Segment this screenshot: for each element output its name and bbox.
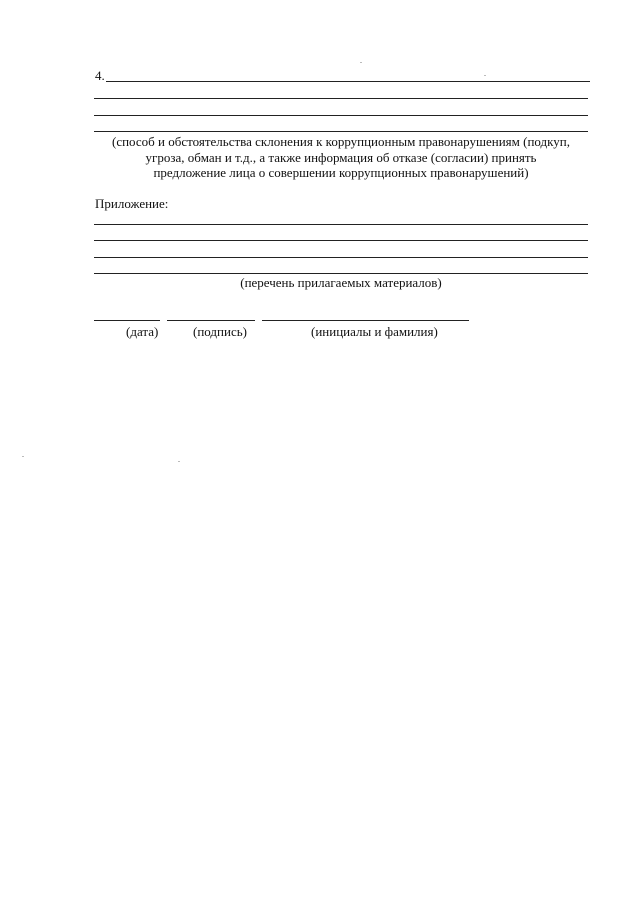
scan-speck bbox=[484, 75, 486, 76]
attachment-caption: (перечень прилагаемых материалов) bbox=[240, 275, 442, 290]
name-caption: (инициалы и фамилия) bbox=[311, 324, 438, 339]
attachment-label: Приложение: bbox=[95, 196, 169, 211]
signature-line bbox=[167, 320, 255, 321]
name-line bbox=[262, 320, 469, 321]
section4-caption-line: предложение лица о совершении коррупционных правонарушений) bbox=[153, 165, 529, 180]
section-number: 4. bbox=[95, 68, 105, 83]
date-line bbox=[94, 320, 160, 321]
section4-fill-line bbox=[94, 131, 588, 132]
scan-speck bbox=[360, 62, 362, 63]
section4-fill-line bbox=[94, 115, 588, 116]
attachment-fill-line bbox=[94, 224, 588, 225]
scan-speck bbox=[22, 456, 24, 457]
signature-caption: (подпись) bbox=[193, 324, 247, 339]
attachment-fill-line bbox=[94, 240, 588, 241]
section4-fill-line bbox=[94, 98, 588, 99]
section4-fill-line bbox=[106, 81, 590, 82]
section4-caption-line: угроза, обман и т.д., а также информация об отказе (согласии) принять bbox=[145, 150, 537, 165]
attachment-fill-line bbox=[94, 273, 588, 274]
scan-speck bbox=[178, 461, 180, 462]
date-caption: (дата) bbox=[126, 324, 159, 339]
section4-caption-line: (способ и обстоятельства склонения к коррупционным правонарушениям (подкуп, bbox=[112, 134, 570, 149]
attachment-fill-line bbox=[94, 257, 588, 258]
